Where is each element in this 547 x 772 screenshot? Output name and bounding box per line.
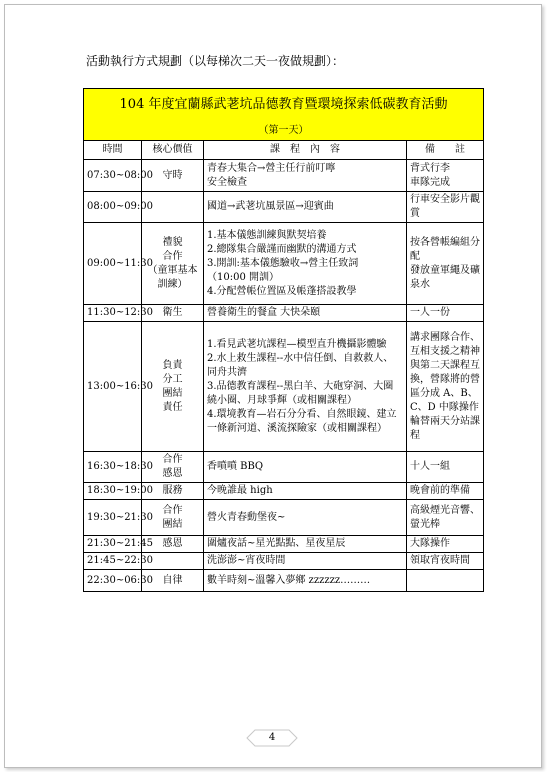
cell-content-line: 青春大集合→營主任行前叮嚀 <box>207 162 336 174</box>
cell-note <box>407 570 484 592</box>
cell-value <box>142 223 204 305</box>
cell-note <box>407 160 484 192</box>
cell-note <box>407 536 484 553</box>
cell-note-line: 一人一份 <box>410 307 450 318</box>
cell-time: 16:30~18:30 <box>84 452 142 483</box>
cell-time: 07:30~08:00 <box>84 160 142 192</box>
cell-value-line: 責任 <box>162 401 183 413</box>
cell-note <box>407 322 484 452</box>
cell-value-line: 衛生 <box>162 307 183 318</box>
cell-content-line: 2.總隊集合嚴謹而幽默的溝通方式 <box>207 243 357 255</box>
cell-note-line: 車隊完成 <box>410 176 450 188</box>
cell-time: 08:00~09:00 <box>84 192 142 223</box>
cell-note-line: 發放童軍繩及礦泉水 <box>410 264 480 290</box>
cell-note <box>407 192 484 223</box>
table-row <box>84 483 484 500</box>
cell-content-line: 安全檢查 <box>207 176 247 188</box>
cell-time: 19:30~21:30 <box>84 500 142 536</box>
table-row <box>84 192 484 223</box>
page-number <box>245 728 299 748</box>
cell-note-line: 背式行李 <box>410 162 450 174</box>
cell-content-line: （10:00 開訓） <box>207 271 279 283</box>
cell-value-line: 團結 <box>162 387 183 399</box>
cell-time: 21:45~22:30 <box>84 553 142 570</box>
table-row <box>84 570 484 592</box>
cell-value-line: 合作 <box>162 250 183 262</box>
cell-content-line: 2.水上救生課程--水中信任倒、自救救人、同舟共濟 <box>207 352 394 378</box>
header-content: 課 程 內 容 <box>204 141 407 160</box>
cell-note-line: 十人一組 <box>410 461 450 472</box>
cell-content-line: 營養衛生的餐盒 大快朵頤 <box>207 307 321 318</box>
cell-content-line: 洗澎澎~宵夜時間 <box>207 555 286 566</box>
cell-content-line: 3.品德教育課程--黑白羊、大砲穿洞、大圈繞小圈、月球爭輝（或相關課程） <box>207 380 394 406</box>
cell-content <box>204 223 407 305</box>
cell-content-line: 數羊時刻~溫馨入夢鄉 zzzzzz……… <box>207 574 371 586</box>
table-day-label: （第一天） <box>84 121 484 141</box>
cell-time: 13:00~16:30 <box>84 322 142 452</box>
table-title: 104 年度宜蘭縣武荖坑品德教育暨環境探索低碳教育活動 <box>84 89 484 122</box>
cell-note <box>407 452 484 483</box>
cell-value-line: 感恩 <box>162 538 183 549</box>
cell-note <box>407 305 484 322</box>
table-row <box>84 223 484 305</box>
cell-value-line: 自律 <box>162 574 183 586</box>
cell-content <box>204 305 407 322</box>
cell-note-line: 大隊操作 <box>410 538 450 549</box>
table-row <box>84 305 484 322</box>
cell-note <box>407 500 484 536</box>
cell-content-line: 今晚誰最 high <box>207 485 273 496</box>
cell-content <box>204 536 407 553</box>
intro-text: 活動執行方式規劃（以每梯次二天一夜做規劃）： <box>86 54 345 68</box>
cell-value-line: 分工 <box>162 373 183 385</box>
cell-content <box>204 160 407 192</box>
cell-note-line: 晚會前的準備 <box>410 485 470 496</box>
cell-note-line: 螢光棒 <box>410 518 440 530</box>
cell-content <box>204 192 407 223</box>
header-note: 備 註 <box>407 141 484 160</box>
cell-content <box>204 452 407 483</box>
cell-value-line: 訓練） <box>157 278 188 290</box>
cell-value-line: 禮貌 <box>162 236 183 248</box>
cell-note-line: 行車安全影片觀賞 <box>410 194 480 219</box>
cell-value-line: 服務 <box>162 485 183 496</box>
cell-time: 11:30~12:30 <box>84 305 142 322</box>
cell-note-line: 按各營帳編組分配 <box>410 236 480 262</box>
cell-content <box>204 570 407 592</box>
cell-value-line: 守時 <box>162 169 183 181</box>
cell-note-line: 領取宵夜時間 <box>410 555 470 566</box>
cell-time: 18:30~19:00 <box>84 483 142 500</box>
cell-content-line: 圍爐夜話~星光點點、星夜星辰 <box>207 538 346 549</box>
cell-content-line: 營火青春動堡夜~ <box>207 511 286 523</box>
cell-value-line: 感恩 <box>162 468 183 479</box>
cell-note-line: 講求團隊合作、互相支援之精神 <box>410 331 480 357</box>
cell-content-line: 國道→武荖坑風景區→迎賓曲 <box>207 201 334 212</box>
cell-content <box>204 553 407 570</box>
cell-content-line: 香噴噴 BBQ <box>207 461 264 472</box>
table-header-row <box>84 141 484 160</box>
cell-content <box>204 500 407 536</box>
cell-value-line: （童軍基本 <box>147 264 198 276</box>
cell-note-line: 與第二天課程互換，營隊將的營區分成 A、B、C、D 中隊操作輪替兩天分站課程 <box>410 359 480 441</box>
cell-note-line: 高級煙光音響、 <box>410 504 480 516</box>
cell-content-line: 1.看見武荖坑課程—模型直升機攝影體驗 <box>207 338 387 350</box>
table-body <box>84 160 484 592</box>
table-row <box>84 536 484 553</box>
cell-value-line: 合作 <box>162 454 183 465</box>
cell-content-line: 1.基本儀態訓練與默契培養 <box>207 229 327 241</box>
table-row <box>84 452 484 483</box>
table-row <box>84 500 484 536</box>
header-value: 核心價值 <box>142 141 204 160</box>
header-time: 時間 <box>84 141 142 160</box>
cell-content-line: 3.開訓:基本儀態驗收→營主任致詞 <box>207 257 359 269</box>
cell-content-line: 4.分配營帳位置區及帳蓬搭設教學 <box>207 285 357 297</box>
cell-time: 22:30~06:30 <box>84 570 142 592</box>
table-row <box>84 160 484 192</box>
page-number-text: 4 <box>268 732 276 743</box>
cell-time: 21:30~21:45 <box>84 536 142 553</box>
cell-content-line: 4.環境教育—岩石分分看、自然眼鏡、建立一條新河道、溪流探險家（或相關課程） <box>207 408 397 434</box>
cell-value-line: 合作 <box>162 504 183 516</box>
table-row <box>84 553 484 570</box>
schedule-table <box>83 88 484 592</box>
cell-note <box>407 483 484 500</box>
cell-value-line: 負責 <box>162 359 183 371</box>
cell-value-line: 團結 <box>162 518 183 530</box>
cell-note <box>407 553 484 570</box>
cell-content <box>204 483 407 500</box>
cell-time: 09:00~11:30 <box>84 223 142 305</box>
cell-content <box>204 322 407 452</box>
cell-note <box>407 223 484 305</box>
table-row <box>84 322 484 452</box>
